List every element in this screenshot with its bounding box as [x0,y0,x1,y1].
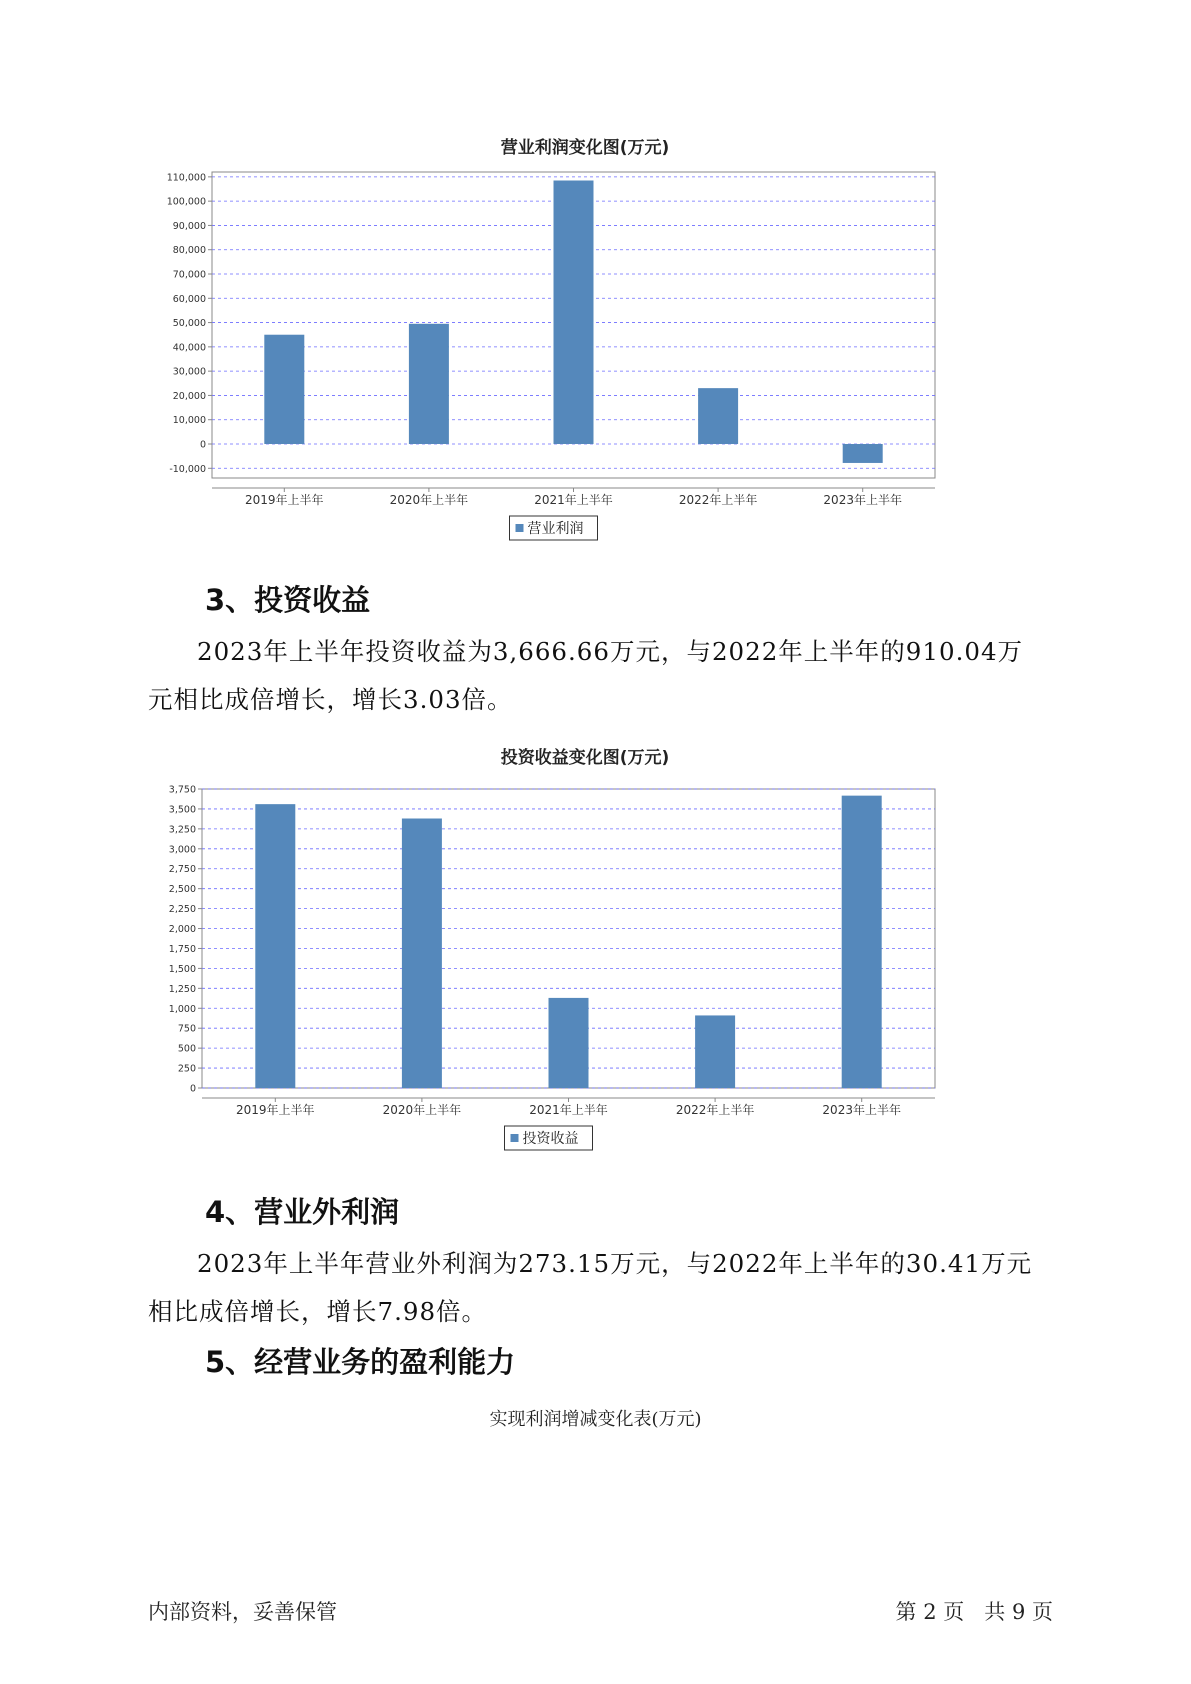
bar [402,819,442,1088]
investment-income-chart-svg [150,740,1020,1160]
bar [255,804,295,1088]
bar [554,181,594,445]
chart-title: 投资收益变化图(万元) [500,748,670,768]
y-tick-label: 2,250 [168,904,196,916]
y-tick-label: 90,000 [172,220,206,232]
non-operating-line-2: 相比成倍增长，增长7.98倍。 [148,1297,488,1326]
investment-line-1: 2023年上半年投资收益为3,666.66万元，与2022年上半年的910.04万 [197,637,1024,666]
legend-label: 投资收益 [522,1131,579,1147]
y-tick-label: 750 [177,1023,196,1035]
x-tick-label: 2022年上半年 [678,493,758,507]
footer-page-number: 第 2 页 共 9 页 [895,1600,1053,1624]
section-heading-non-operating: 4、营业外利润 [205,1195,400,1229]
x-tick-label: 2021年上半年 [529,1103,608,1117]
operating-profit-chart [150,130,1020,550]
bar [409,324,449,444]
y-tick-label: 1,000 [168,1003,196,1015]
non-operating-line-1: 2023年上半年营业外利润为273.15万元，与2022年上半年的30.41万元 [197,1249,1033,1278]
investment-line-2: 元相比成倍增长，增长3.03倍。 [148,685,513,714]
y-tick-label: 3,500 [168,804,196,816]
y-tick-label: 2,750 [168,864,196,876]
y-tick-label: 20,000 [172,390,206,402]
section-heading-investment: 3、投资收益 [205,583,371,617]
y-tick-label: 80,000 [172,245,206,257]
y-tick-label: 100,000 [166,196,206,208]
x-tick-label: 2021年上半年 [534,493,613,507]
investment-paragraph [148,628,1078,724]
legend-swatch [511,1134,519,1142]
y-tick-label: 40,000 [172,342,206,354]
y-tick-label: 1,750 [168,943,196,955]
bar [264,335,304,444]
legend-label: 营业利润 [527,521,584,537]
y-tick-label: -10,000 [169,463,206,475]
table-caption: 实现利润增减变化表(万元) [489,1409,702,1430]
section-heading-profitability: 5、经营业务的盈利能力 [205,1345,516,1379]
non-operating-paragraph [148,1240,1078,1336]
x-tick-label: 2019年上半年 [236,1103,315,1117]
chart-title: 营业利润变化图(万元) [500,138,670,158]
investment-income-chart [150,740,1020,1160]
legend-swatch [516,524,524,532]
footer-left: 内部资料，妥善保管 [148,1600,337,1624]
bar [698,388,738,444]
y-tick-label: 3,000 [168,844,196,856]
bar [843,444,883,463]
x-tick-label: 2020年上半年 [382,1103,462,1117]
y-tick-label: 50,000 [172,318,206,330]
y-tick-label: 2,500 [168,884,196,896]
y-tick-label: 0 [189,1083,196,1095]
y-tick-label: 500 [177,1043,196,1055]
y-tick-label: 10,000 [172,415,206,427]
x-tick-label: 2019年上半年 [245,493,324,507]
y-tick-label: 30,000 [172,366,206,378]
bar [842,796,882,1088]
x-tick-label: 2023年上半年 [823,493,902,507]
y-tick-label: 3,250 [168,824,196,836]
x-tick-label: 2022年上半年 [675,1103,755,1117]
x-tick-label: 2023年上半年 [822,1103,901,1117]
y-tick-label: 2,000 [168,924,196,936]
y-tick-label: 1,500 [168,963,196,975]
y-tick-label: 0 [199,439,206,451]
bar [549,998,589,1088]
y-tick-label: 250 [177,1063,196,1075]
y-tick-label: 3,750 [168,784,196,796]
y-tick-label: 110,000 [166,172,206,184]
y-tick-label: 70,000 [172,269,206,281]
bar [695,1015,735,1088]
y-tick-label: 1,250 [168,983,196,995]
x-tick-label: 2020年上半年 [389,493,469,507]
y-tick-label: 60,000 [172,293,206,305]
operating-profit-chart-svg [150,130,1020,550]
